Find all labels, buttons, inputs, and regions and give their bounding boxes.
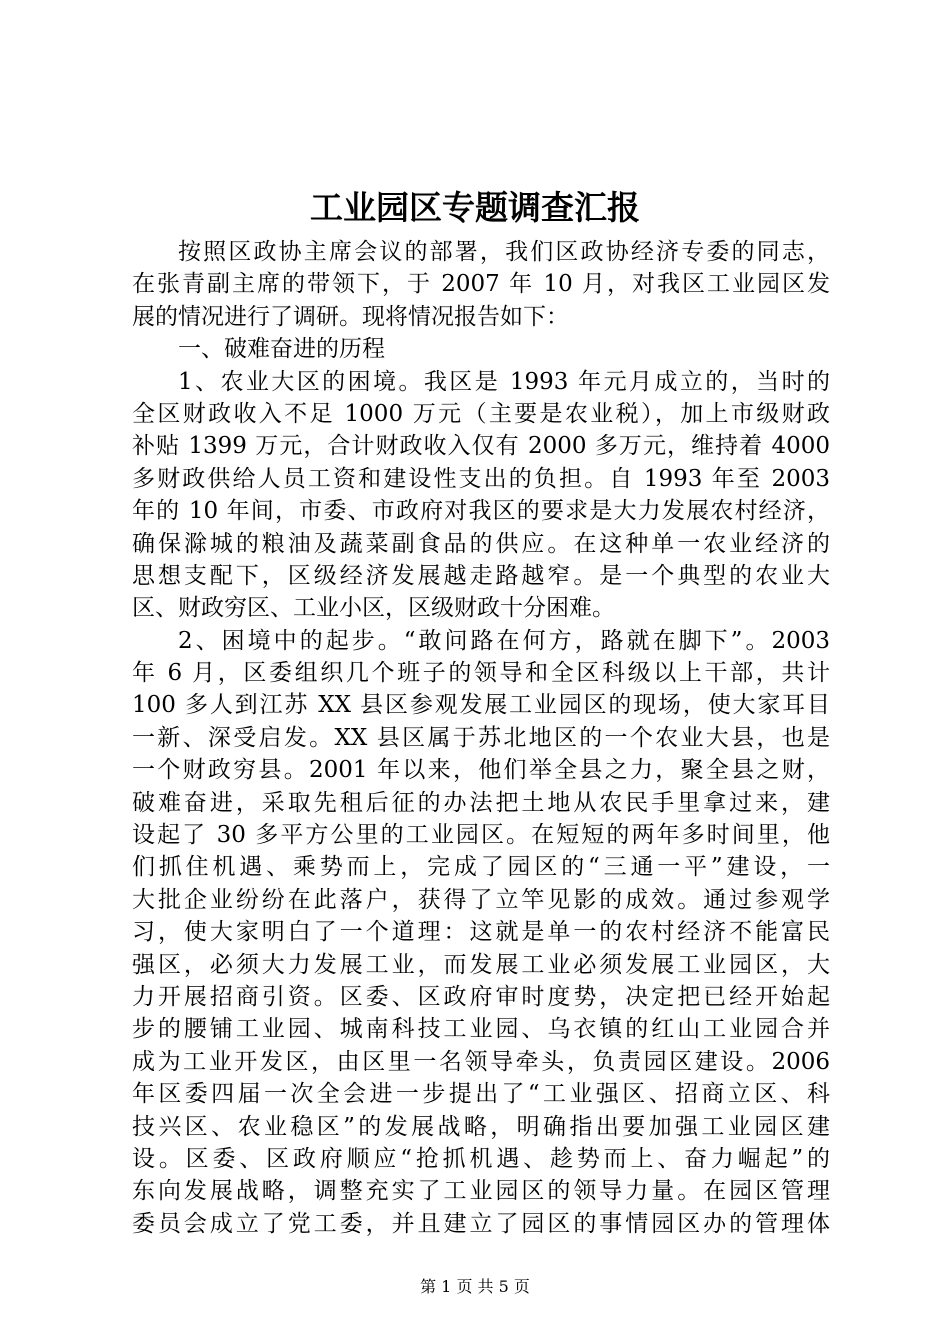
text-line: 思想支配下，区级经济发展越走路越窄。是一个典型的农业大 xyxy=(132,562,830,589)
document-title: 工业园区专题调查汇报 xyxy=(310,188,640,227)
text-line: 东向发展战略，调整充实了工业园区的领导力量。在园区管理 xyxy=(132,1178,830,1205)
section-heading: 一、破难奋进的历程 xyxy=(178,336,385,363)
text-line: 全区财政收入不足 1000 万元（主要是农业税），加上市级财政 xyxy=(132,400,830,427)
text-line: 技兴区、农业稳区”的发展战略，明确指出要加强工业园区建 xyxy=(132,1113,830,1140)
text-line: 展的情况进行了调研。现将情况报告如下： xyxy=(132,303,569,330)
text-line: 们抓住机遇、乘势而上，完成了园区的“三通一平”建设，一 xyxy=(132,854,830,881)
text-line: 补贴 1399 万元，合计财政收入仅有 2000 多万元，维持着 4000 xyxy=(132,433,830,460)
text-line: 按照区政协主席会议的部署，我们区政协经济专委的同志， xyxy=(178,239,830,265)
text-line: 设起了 30 多平方公里的工业园区。在短短的两年多时间里，他 xyxy=(132,822,830,849)
document-body xyxy=(132,236,830,1240)
text-line: 年的 10 年间，市委、市政府对我区的要求是大力发展农村经济， xyxy=(132,498,830,525)
text-line: 破难奋进，采取先租后征的办法把土地从农民手里拿过来，建 xyxy=(132,789,830,816)
text-line: 区、财政穷区、工业小区，区级财政十分困难。 xyxy=(132,595,615,622)
text-line: 100 多人到江苏 XX 县区参观发展工业园区的现场，使大家耳目 xyxy=(132,692,830,719)
text-line: 在张青副主席的带领下，于 2007 年 10 月，对我区工业园区发 xyxy=(132,271,830,298)
text-line: 设。区委、区政府顺应“抢抓机遇、趁势而上、奋力崛起”的 xyxy=(132,1145,830,1172)
text-line: 习，使大家明白了一个道理：这就是单一的农村经济不能富民 xyxy=(132,919,830,946)
text-line: 1、农业大区的困境。我区是 1993 年元月成立的，当时的 xyxy=(178,368,830,395)
text-line: 成为工业开发区，由区里一名领导牵头，负责园区建设。2006 xyxy=(132,1048,830,1075)
text-line: 一新、深受启发。XX 县区属于苏北地区的一个农业大县，也是 xyxy=(132,724,830,751)
text-line: 强区，必须大力发展工业，而发展工业必须发展工业园区，大 xyxy=(132,951,830,978)
text-line: 大批企业纷纷在此落户，获得了立竿见影的成效。通过参观学 xyxy=(132,886,830,913)
text-line: 力开展招商引资。区委、区政府审时度势，决定把已经开始起 xyxy=(132,983,830,1010)
text-line: 2、困境中的起步。“敢问路在何方，路就在脚下”。2003 xyxy=(178,627,830,654)
text-line: 年 6 月，区委组织几个班子的领导和全区科级以上干部，共计 xyxy=(132,660,830,687)
text-line: 多财政供给人员工资和建设性支出的负担。自 1993 年至 2003 xyxy=(132,465,830,492)
text-line: 步的腰铺工业园、城南科技工业园、乌衣镇的红山工业园合并 xyxy=(132,1016,830,1043)
text-line: 委员会成立了党工委，并且建立了园区的事情园区办的管理体 xyxy=(132,1210,830,1237)
text-line: 一个财政穷县。2001 年以来，他们举全县之力，聚全县之财， xyxy=(132,757,830,784)
text-line: 确保滁城的粮油及蔬菜副食品的供应。在这种单一农业经济的 xyxy=(132,530,830,557)
text-line: 年区委四届一次全会进一步提出了“工业强区、招商立区、科 xyxy=(132,1081,830,1108)
page-footer: 第 1 页 共 5 页 xyxy=(420,1277,530,1296)
